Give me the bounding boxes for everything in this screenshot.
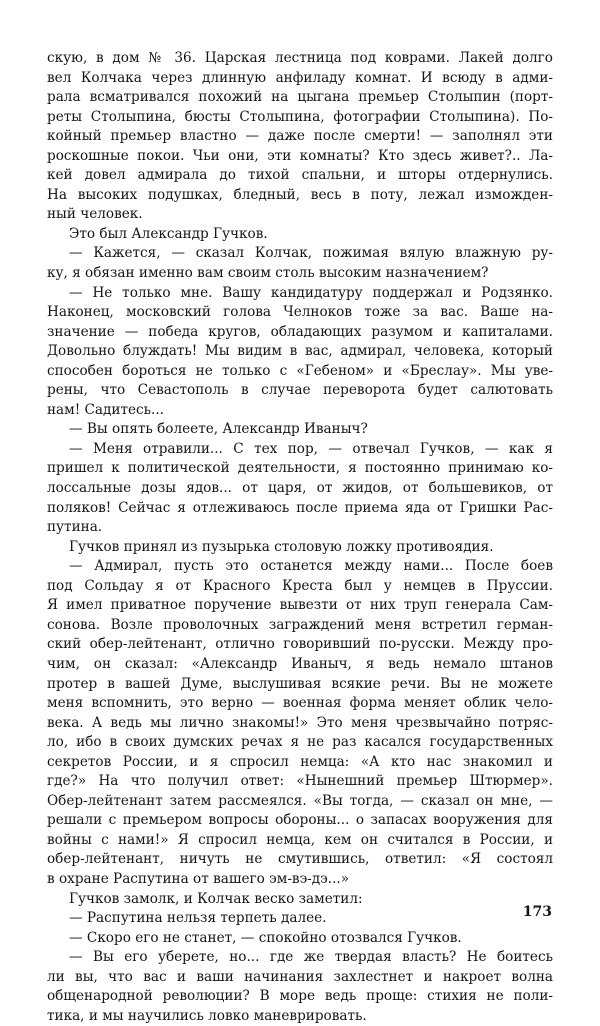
text-line: поляков! Сейчас я отлеживаюсь после приема яда от Гришки Рас- bbox=[47, 499, 553, 516]
page-number: 173 bbox=[522, 904, 552, 920]
text-line: Гучков принял из пузырька столовую ложку противоядия. bbox=[69, 538, 494, 555]
text-line: На высоких подушках, бледный, весь в поту, лежал изможден- bbox=[47, 186, 553, 203]
text-line: тика, и мы научились ловко маневрировать. bbox=[47, 1007, 367, 1024]
text-line: в охране Распутина от вашего эм-вэ-дэ...» bbox=[47, 870, 350, 887]
text-line: путина. bbox=[47, 519, 103, 536]
text-line: решали с премьером вопросы обороны... о запасах вооружения для bbox=[47, 812, 553, 829]
text-line: Гучков замолк, и Колчак веско заметил: bbox=[69, 890, 363, 907]
text-line: Это был Александр Гучков. bbox=[69, 225, 268, 242]
text-line: рала всматривался похожий на цыгана премьер Столыпин (порт- bbox=[47, 89, 553, 106]
text-line: — Кажется, — сказал Колчак, пожимая вялую влажную ру- bbox=[69, 245, 553, 262]
text-line: Довольно блуждать! Мы видим в вас, адмирал, человека, который bbox=[47, 343, 553, 360]
text-line: ный человек. bbox=[47, 206, 143, 223]
text-line: койный премьер властно — даже после смерти! — заполнял эти bbox=[47, 128, 553, 145]
text-line: века. А ведь мы лично знакомы!» Это меня чрезвычайно потряс- bbox=[47, 714, 553, 731]
text-line: кей довел адмирала до тихой спальни, и шторы отдернулись. bbox=[47, 167, 553, 184]
text-line: — Распутина нельзя терпеть далее. bbox=[69, 910, 327, 927]
text-line: обер-лейтенант, ничуть не смутившись, ответил: «Я состоял bbox=[47, 851, 553, 868]
text-line: рены, что Севастополь в случае переворота будет салютовать bbox=[47, 382, 553, 399]
text-line: общенародной революции? В море ведь проще: стихия не поли- bbox=[47, 988, 553, 1005]
text-line: Наконец, московский голова Челноков тоже за вас. Ваше на- bbox=[47, 304, 553, 321]
text-line: скую, в дом № 36. Царская лестница под коврами. Лакей долго bbox=[47, 50, 553, 66]
text-line: где?» На что получил ответ: «Нынешний премьер Штюрмер». bbox=[47, 773, 553, 790]
text-line: Обер-лейтенант затем рассмеялся. «Вы тогда, — сказал он мне, — bbox=[47, 792, 553, 809]
text-line: войны с нами!» Я спросил немца, кем он считался в России, и bbox=[47, 831, 553, 848]
body-text bbox=[47, 49, 553, 1026]
text-line: лоссальные дозы ядов... от царя, от жидов, от большевиков, от bbox=[47, 480, 553, 497]
text-line: реты Столыпина, бюсты Столыпина, фотографии Столыпина). По- bbox=[47, 108, 553, 125]
text-line: вел Колчака через длинную анфиладу комнат. И всюду в адми- bbox=[47, 69, 553, 86]
text-line: — Вы опять болеете, Александр Иваныч? bbox=[69, 421, 368, 438]
text-line: роскошные покои. Чьи они, эти комнаты? Кто здесь живет?.. Ла- bbox=[47, 147, 553, 164]
text-line: — Адмирал, пусть это останется между нами... После боев bbox=[69, 558, 553, 575]
text-line: Я имел приватное поручение вывезти от них труп генерала Сам- bbox=[47, 597, 553, 614]
text-line: — Меня отравили... С тех пор, — отвечал Гучков, — как я bbox=[69, 440, 553, 457]
text-line: пришел к политической деятельности, я постоянно принимаю ко- bbox=[47, 460, 553, 477]
text-line: — Скоро его не станет, — спокойно отозвался Гучков. bbox=[69, 929, 462, 946]
text-line: ло, ибо в своих думских речах я не раз касался государственных bbox=[47, 734, 553, 751]
text-line: значение — победа кругов, обладающих разумом и капиталами. bbox=[47, 323, 553, 340]
text-line: секретов России, и я спросил немца: «А кто нас знакомил и bbox=[47, 753, 553, 770]
text-line: ский обер-лейтенант, отлично говоривший по-русски. Между про- bbox=[47, 636, 553, 653]
text-line: под Сольдау я от Красного Креста был у немцев в Пруссии. bbox=[47, 577, 553, 594]
text-line: ку, я обязан именно вам своим столь высоким назначением? bbox=[47, 265, 489, 282]
text-line: ли вы, что вас и ваши начинания захлестнет и накроет волна bbox=[47, 968, 553, 985]
text-line: меня вспомнить, это верно — военная форма меняет облик чело- bbox=[47, 695, 553, 712]
text-line: — Вы его уберете, но... где же твердая власть? Не боитесь bbox=[69, 949, 553, 966]
text-line: — Не только мне. Вашу кандидатуру поддержал и Родзянко. bbox=[69, 284, 553, 301]
text-line: протер в вашей Думе, выслушивая всякие речи. Вы не можете bbox=[47, 675, 553, 692]
text-line: нам! Садитесь... bbox=[47, 401, 165, 418]
text-line: чим, он сказал: «Александр Иваныч, я ведь немало штанов bbox=[47, 655, 553, 672]
text-line: способен бороться не только с «Гебеном» и «Бреслау». Мы уве- bbox=[47, 362, 553, 379]
text-line: сонова. Возле проволочных заграждений меня встретил герман- bbox=[47, 616, 553, 633]
